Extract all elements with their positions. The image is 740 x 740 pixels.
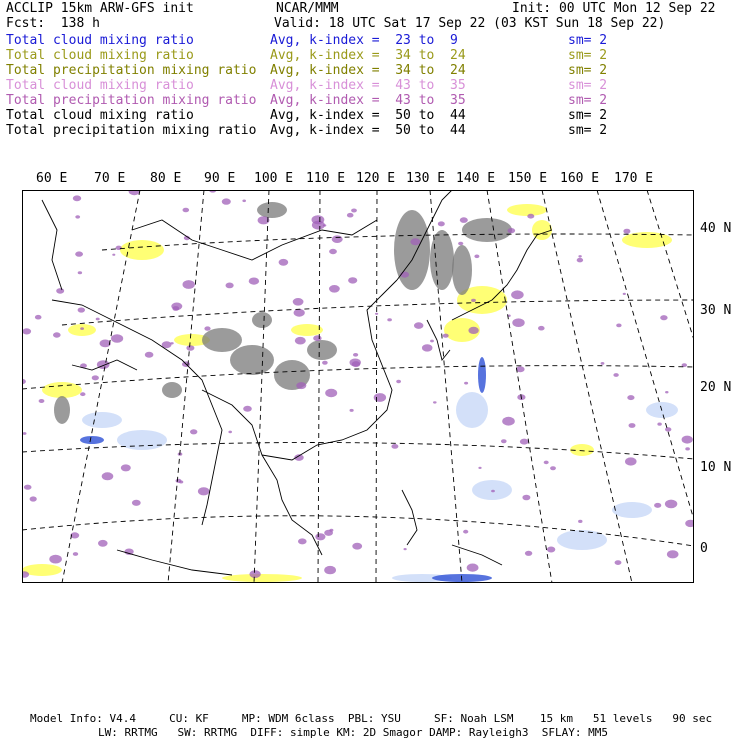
purple-precip-cell	[279, 259, 289, 266]
yellow-cloud-patch	[222, 574, 302, 582]
light-blue-cloud-patch	[82, 412, 122, 428]
purple-precip-cell	[685, 447, 690, 450]
purple-precip-cell	[464, 382, 468, 385]
gray-cloud-field	[462, 218, 512, 242]
lon-label: 90 E	[204, 171, 236, 186]
gray-cloud-field	[257, 202, 287, 218]
legend-field: Total cloud mixing ratio	[6, 48, 194, 63]
lat-label: 30 N	[700, 303, 732, 318]
purple-precip-cell	[22, 328, 31, 334]
purple-precip-cell	[78, 307, 85, 312]
purple-precip-cell	[111, 334, 123, 343]
legend-smoothing: sm= 2	[568, 93, 608, 108]
purple-precip-cell	[294, 309, 305, 317]
purple-precip-cell	[315, 533, 325, 540]
purple-precip-cell	[682, 436, 693, 444]
purple-precip-cell	[249, 278, 259, 285]
purple-precip-cell	[512, 318, 524, 327]
purple-precip-cell	[329, 249, 337, 254]
purple-precip-cell	[49, 555, 62, 564]
purple-precip-cell	[35, 315, 42, 320]
purple-precip-cell	[204, 326, 210, 330]
light-blue-cloud-patch	[612, 502, 652, 518]
purple-precip-cell	[228, 431, 232, 434]
purple-precip-cell	[183, 208, 190, 213]
purple-precip-cell	[629, 423, 636, 428]
purple-precip-cell	[112, 254, 115, 256]
yellow-cloud-patch	[532, 220, 552, 240]
purple-precip-cell	[198, 487, 210, 495]
purple-precip-cell	[491, 490, 495, 493]
legend-smoothing: sm= 2	[568, 78, 608, 93]
purple-precip-cell	[350, 409, 354, 412]
purple-precip-cell	[665, 391, 668, 393]
legend-smoothing: sm= 2	[568, 48, 608, 63]
purple-precip-cell	[525, 551, 532, 556]
lon-label: 130 E	[406, 171, 446, 186]
purple-precip-cell	[414, 322, 423, 329]
purple-precip-cell	[544, 461, 549, 465]
lon-label: 150 E	[508, 171, 548, 186]
purple-precip-cell	[329, 285, 340, 293]
yellow-cloud-patch	[507, 204, 547, 216]
legend-range: Avg, k-index = 43 to 35	[270, 78, 466, 93]
purple-precip-cell	[73, 552, 78, 556]
purple-precip-cell	[24, 485, 32, 490]
purple-precip-cell	[348, 277, 357, 283]
purple-precip-cell	[352, 361, 360, 367]
legend-smoothing: sm= 2	[568, 63, 608, 78]
purple-precip-cell	[623, 229, 630, 234]
purple-precip-cell	[75, 215, 80, 218]
purple-precip-cell	[501, 439, 507, 443]
gray-cloud-field	[394, 210, 430, 290]
purple-precip-cell	[613, 373, 618, 377]
purple-precip-cell	[478, 467, 481, 469]
purple-precip-cell	[121, 464, 131, 471]
purple-precip-cell	[293, 298, 304, 306]
purple-precip-cell	[458, 242, 463, 246]
light-blue-cloud-patch	[456, 392, 488, 428]
purple-precip-cell	[387, 318, 392, 321]
purple-precip-cell	[625, 457, 637, 465]
weather-map	[22, 190, 694, 583]
purple-precip-cell	[324, 566, 336, 574]
purple-precip-cell	[222, 198, 231, 204]
purple-precip-cell	[508, 228, 516, 233]
model-title: ACCLIP 15km ARW-GFS init	[6, 1, 194, 16]
purple-precip-cell	[577, 258, 583, 263]
legend-field: Total precipitation mixing ratio	[6, 63, 257, 78]
purple-precip-cell	[474, 255, 479, 259]
legend-range: Avg, k-index = 50 to 44	[270, 108, 466, 123]
purple-precip-cell	[250, 570, 261, 578]
purple-precip-cell	[443, 334, 449, 338]
purple-precip-cell	[329, 529, 333, 532]
yellow-cloud-patch	[120, 240, 164, 260]
yellow-cloud-patch	[68, 324, 96, 336]
purple-precip-cell	[53, 332, 61, 337]
model-info-line1: Model Info: V4.4 CU: KF MP: WDM 6class PBL: YSU SF: Noah LSM 15 km 51 levels 90 sec	[30, 712, 713, 725]
lon-label: 80 E	[150, 171, 182, 186]
purple-precip-cell	[30, 496, 37, 501]
purple-precip-cell	[374, 393, 386, 402]
legend-range: Avg, k-index = 23 to 9	[270, 33, 458, 48]
legend-smoothing: sm= 2	[568, 33, 608, 48]
purple-precip-cell	[176, 479, 182, 483]
purple-precip-cell	[404, 548, 407, 550]
legend-range: Avg, k-index = 34 to 24	[270, 63, 466, 78]
purple-precip-cell	[578, 255, 581, 257]
purple-precip-cell	[550, 466, 556, 470]
lon-label: 120 E	[356, 171, 396, 186]
legend-smoothing: sm= 2	[568, 108, 608, 123]
lat-label: 40 N	[700, 221, 732, 236]
purple-precip-cell	[522, 495, 530, 501]
purple-precip-cell	[468, 327, 478, 334]
purple-precip-cell	[92, 375, 99, 380]
yellow-cloud-patch	[291, 324, 323, 336]
purple-precip-cell	[391, 444, 398, 449]
purple-precip-cell	[102, 472, 114, 480]
purple-precip-cell	[460, 217, 468, 223]
purple-precip-cell	[353, 353, 358, 357]
purple-precip-cell	[322, 361, 328, 365]
lon-label: 70 E	[94, 171, 126, 186]
purple-precip-cell	[615, 560, 622, 565]
purple-precip-cell	[667, 550, 679, 558]
legend-range: Avg, k-index = 34 to 24	[270, 48, 466, 63]
legend-field: Total cloud mixing ratio	[6, 78, 194, 93]
purple-precip-cell	[396, 380, 401, 383]
purple-precip-cell	[654, 503, 661, 508]
gray-cloud-field	[230, 345, 274, 375]
legend-field: Total cloud mixing ratio	[6, 108, 194, 123]
lon-label: 140 E	[456, 171, 496, 186]
legend-range: Avg, k-index = 43 to 35	[270, 93, 466, 108]
purple-precip-cell	[183, 280, 195, 289]
lon-label: 160 E	[560, 171, 600, 186]
lat-label: 20 N	[700, 380, 732, 395]
lon-label: 110 E	[306, 171, 346, 186]
blue-cloud-band	[80, 436, 104, 444]
purple-precip-cell	[430, 340, 434, 343]
purple-precip-cell	[352, 543, 362, 550]
valid-time: Valid: 18 UTC Sat 17 Sep 22 (03 KST Sun 18 Sep 22)	[274, 16, 666, 31]
gray-cloud-field	[162, 382, 182, 398]
purple-precip-cell	[538, 326, 545, 331]
model-info-line2: LW: RRTMG SW: RRTMG DIFF: simple KM: 2D Smagor DAMP: Rayleigh3 SFLAY: MM5	[98, 726, 608, 739]
purple-precip-cell	[520, 439, 529, 445]
purple-precip-cell	[242, 200, 246, 203]
purple-precip-cell	[172, 306, 179, 311]
purple-precip-cell	[80, 327, 84, 330]
purple-precip-cell	[190, 429, 197, 434]
purple-precip-cell	[467, 564, 479, 572]
lon-label: 100 E	[254, 171, 294, 186]
purple-precip-cell	[438, 221, 445, 226]
purple-precip-cell	[616, 324, 621, 328]
purple-precip-cell	[56, 288, 64, 294]
legend-smoothing: sm= 2	[568, 123, 608, 138]
legend-field: Total precipitation mixing ratio	[6, 93, 257, 108]
purple-precip-cell	[332, 235, 343, 243]
purple-precip-cell	[657, 423, 661, 426]
purple-precip-cell	[547, 547, 555, 553]
purple-precip-cell	[75, 251, 83, 256]
purple-precip-cell	[295, 337, 306, 345]
purple-precip-cell	[578, 520, 582, 523]
purple-precip-cell	[665, 427, 671, 431]
purple-precip-cell	[433, 401, 437, 403]
purple-precip-cell	[471, 299, 476, 302]
purple-precip-cell	[98, 540, 108, 547]
purple-precip-cell	[312, 215, 325, 224]
purple-precip-cell	[96, 318, 100, 321]
purple-precip-cell	[298, 538, 307, 544]
purple-precip-cell	[313, 335, 321, 341]
purple-precip-cell	[73, 195, 81, 201]
purple-precip-cell	[226, 283, 234, 289]
purple-precip-cell	[170, 342, 173, 344]
purple-precip-cell	[601, 362, 605, 365]
legend-field: Total precipitation mixing ratio	[6, 123, 257, 138]
purple-precip-cell	[325, 389, 337, 397]
purple-precip-cell	[39, 399, 45, 403]
purple-precip-cell	[296, 382, 306, 389]
purple-precip-cell	[623, 293, 626, 295]
gray-cloud-field	[252, 312, 272, 328]
light-blue-cloud-patch	[117, 430, 167, 450]
init-time: Init: 00 UTC Mon 12 Sep 22	[512, 1, 716, 16]
purple-precip-cell	[347, 213, 354, 218]
org-label: NCAR/MMM	[276, 1, 339, 16]
purple-precip-cell	[351, 209, 357, 213]
legend-range: Avg, k-index = 50 to 44	[270, 123, 466, 138]
purple-precip-cell	[463, 530, 468, 534]
gray-cloud-field	[452, 245, 472, 295]
purple-precip-cell	[80, 392, 85, 396]
purple-precip-cell	[186, 345, 194, 351]
legend-field: Total cloud mixing ratio	[6, 33, 194, 48]
lon-label: 60 E	[36, 171, 68, 186]
lat-label: 10 N	[700, 460, 732, 475]
purple-precip-cell	[243, 406, 252, 412]
purple-precip-cell	[422, 344, 433, 351]
blue-cloud-band	[478, 357, 486, 393]
purple-precip-cell	[660, 315, 667, 320]
purple-precip-cell	[132, 500, 141, 506]
purple-precip-cell	[145, 352, 154, 358]
forecast-hour: Fcst: 138 h	[6, 16, 100, 31]
purple-precip-cell	[527, 214, 534, 219]
purple-precip-cell	[511, 290, 524, 299]
gray-cloud-field	[307, 340, 337, 360]
lat-label: 0	[700, 541, 708, 556]
purple-precip-cell	[375, 313, 378, 315]
purple-precip-cell	[410, 238, 420, 245]
purple-precip-cell	[116, 246, 122, 250]
purple-precip-cell	[665, 500, 677, 509]
purple-precip-cell	[78, 271, 82, 274]
gray-cloud-field	[54, 396, 70, 424]
purple-precip-cell	[627, 395, 634, 400]
lon-label: 170 E	[614, 171, 654, 186]
purple-precip-cell	[23, 432, 27, 435]
purple-precip-cell	[502, 417, 515, 426]
gray-cloud-field	[202, 328, 242, 352]
